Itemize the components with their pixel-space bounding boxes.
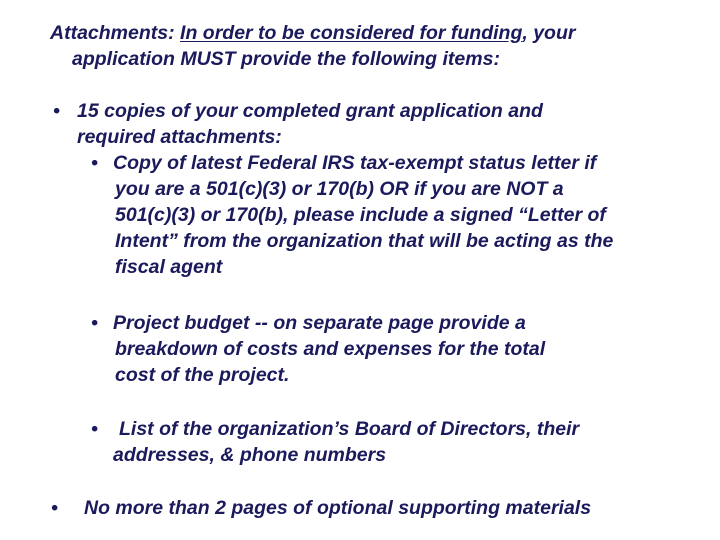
bullet-icon: • <box>91 152 98 174</box>
heading-underlined-text: In order to be considered for funding <box>180 22 523 44</box>
bullet-icon: • <box>91 418 98 440</box>
subitem3-line-1: List of the organization’s Board of Directors, their <box>119 418 580 440</box>
subitem1-line-4: Intent” from the organization that will be acting as the <box>115 230 614 252</box>
subitem2-line-1: Project budget -- on separate page provide a <box>113 312 526 334</box>
bullet-icon: • <box>53 100 60 122</box>
bullet-icon: • <box>91 312 98 334</box>
subitem1-line-2: you are a 501(c)(3) or 170(b) OR if you are NOT a <box>115 178 564 200</box>
item1-line-1: 15 copies of your completed grant application and <box>77 100 543 122</box>
heading-line-1 <box>50 20 575 46</box>
heading-prefix: Attachments: <box>50 22 181 44</box>
heading-suffix: , your <box>522 22 576 44</box>
item2-line-1: No more than 2 pages of optional supporting materials <box>84 497 592 519</box>
subitem1-line-1: Copy of latest Federal IRS tax-exempt status letter if <box>113 152 597 174</box>
subitem2-line-3: cost of the project. <box>115 364 290 386</box>
bullet-icon: • <box>51 497 58 519</box>
item1-line-2: required attachments: <box>77 126 282 148</box>
subitem1-line-3: 501(c)(3) or 170(b), please include a signed “Letter of <box>115 204 606 226</box>
subitem2-line-2: breakdown of costs and expenses for the total <box>115 338 546 360</box>
subitem1-line-5: fiscal agent <box>115 256 223 278</box>
subitem3-line-2: addresses, & phone numbers <box>113 444 387 466</box>
heading-line-2: application MUST provide the following items: <box>72 48 500 70</box>
